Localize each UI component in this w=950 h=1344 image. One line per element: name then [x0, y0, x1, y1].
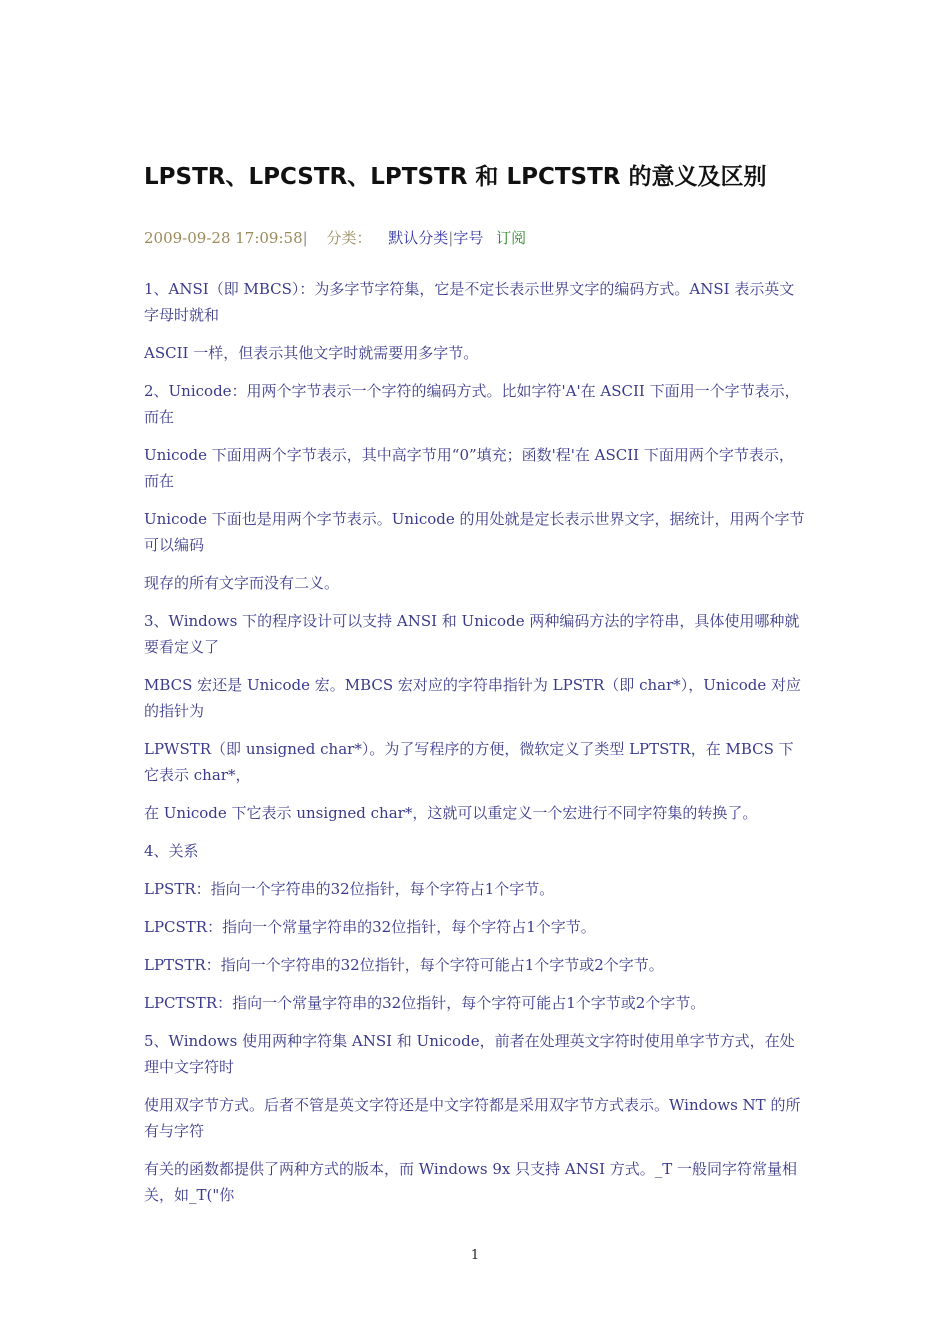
meta-separator: | [302, 229, 308, 247]
paragraph: LPTSTR：指向一个字符串的32位指针，每个字符可能占1个字节或2个字节。 [144, 956, 664, 974]
subscribe-link[interactable]: 订阅 [496, 229, 527, 247]
paragraph: 1、ANSI（即 MBCS）：为多字节字符集，它是不定长表示世界文字的编码方式。ANSI 表示英文字母时就和 [144, 280, 795, 324]
paragraph: LPCTSTR：指向一个常量字符串的32位指针，每个字符可能占1个字节或2个字节。 [144, 994, 706, 1012]
post-date: 2009-09-28 17:09:58 [144, 229, 303, 247]
paragraph: Unicode 下面也是用两个字节表示。Unicode 的用处就是定长表示世界文字，据统计，用两个字节可以编码 [144, 510, 805, 554]
paragraph: 使用双字节方式。后者不管是英文字符还是中文字符都是采用双字节方式表示。Windows NT 的所有与字符 [144, 1096, 801, 1140]
category-link[interactable]: 默认分类 [388, 229, 449, 247]
paragraph: LPSTR：指向一个字符串的32位指针，每个字符占1个字节。 [144, 880, 555, 898]
paragraph: 有关的函数都提供了两种方式的版本，而 Windows 9x 只支持 ANSI 方式。_T 一般同字符常量相关，如_T("你 [144, 1160, 798, 1204]
meta-separator-2: | [448, 229, 454, 247]
paragraph: ASCII 一样，但表示其他文字时就需要用多字节。 [144, 344, 479, 362]
article-body [144, 276, 808, 1220]
category-label: 分类： [326, 229, 372, 247]
paragraph: 4、关系 [144, 842, 199, 860]
paragraph: LPWSTR（即 unsigned char*）。为了写程序的方便，微软定义了类型 LPTSTR，在 MBCS 下它表示 char*， [144, 740, 794, 784]
paragraph: LPCSTR：指向一个常量字符串的32位指针，每个字符占1个字节。 [144, 918, 596, 936]
paragraph: 2、Unicode：用两个字节表示一个字符的编码方式。比如字符'A'在 ASCII 下面用一个字节表示，而在 [144, 382, 800, 426]
font-size-link[interactable]: 字号 [453, 229, 484, 247]
document-title: LPSTR、LPCSTR、LPTSTR 和 LPCTSTR 的意义及区别 [144, 164, 767, 190]
paragraph: Unicode 下面用两个字节表示，其中高字节用“0”填充；函数'程'在 ASCII 下面用两个字节表示，而在 [144, 446, 794, 490]
paragraph: 在 Unicode 下它表示 unsigned char*，这就可以重定义一个宏进行不同字符集的转换了。 [144, 804, 758, 822]
paragraph: MBCS 宏还是 Unicode 宏。MBCS 宏对应的字符串指针为 LPSTR（即 char*），Unicode 对应的指针为 [144, 676, 802, 720]
post-meta [144, 227, 526, 248]
page-number: 1 [470, 1248, 480, 1263]
paragraph: 现存的所有文字而没有二义。 [144, 574, 340, 592]
paragraph: 3、Windows 下的程序设计可以支持 ANSI 和 Unicode 两种编码方法的字符串，具体使用哪种就要看定义了 [144, 612, 800, 656]
paragraph: 5、Windows 使用两种字符集 ANSI 和 Unicode，前者在处理英文字符时使用单字节方式，在处理中文字符时 [144, 1032, 795, 1076]
